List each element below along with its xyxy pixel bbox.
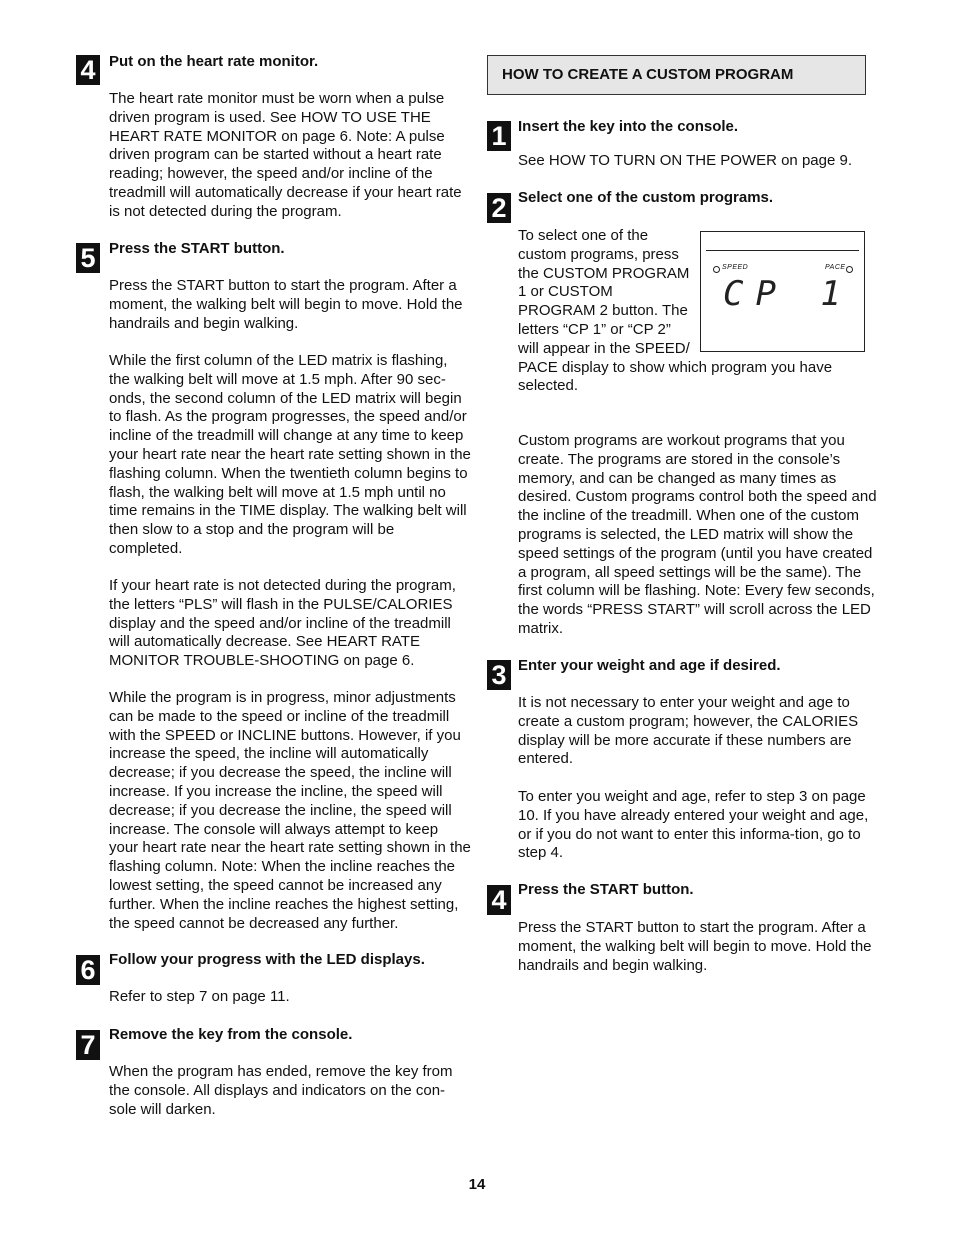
step-number-badge: 4 bbox=[487, 885, 511, 915]
step-paragraph: Press the START button to start the program. After a moment, the walking belt will begin to move. Hold the handrails and begin walking. bbox=[518, 919, 872, 974]
step-paragraph: To enter you weight and age, refer to step 3 on page 10. If you have already entered your weight and age, or if you do not want to enter this informa-tion, go to step 4. bbox=[518, 788, 869, 862]
step-heading: Put on the heart rate monitor. bbox=[109, 53, 319, 70]
step-paragraph: It is not necessary to enter your weight and age to create a custom program; however, the CALORIES display will be more accurate if these numbers are entered. bbox=[518, 694, 859, 768]
step-paragraph: Refer to step 7 on page 11. bbox=[109, 988, 290, 1005]
step-paragraph: To select one of the custom programs, press the CUSTOM PROGRAM 1 or CUSTOM PROGRAM 2 button. The letters “CP 1” or “CP 2” will appear in the SPEED/ PACE display to show which program you have selected. bbox=[518, 227, 833, 395]
step-number-badge: 2 bbox=[487, 193, 511, 223]
step-heading: Select one of the custom programs. bbox=[518, 189, 774, 206]
step-paragraph: The heart rate monitor must be worn when a pulse driven program is used. See HOW TO USE THE HEART RATE MONITOR on page 6. Note: A pulse driven program can be started without a heart rate reading; however, the speed and/or incline of the treadmill will automatically decrease if your heart rate is not detected during the program. bbox=[109, 90, 462, 220]
step-paragraph: If your heart rate is not detected during the program, the letters “PLS” will flash in the PULSE/CALORIES display and the speed and/or incline of the treadmill will automatically decrease. See HEART RATE MONITOR TROUBLE-SHOOTING on page 6. bbox=[109, 577, 456, 670]
step-number-badge: 4 bbox=[76, 55, 100, 85]
speed-pace-display-illustration bbox=[700, 231, 865, 352]
step-heading: Press the START button. bbox=[109, 240, 285, 257]
step-number-badge: 7 bbox=[76, 1030, 100, 1060]
step-number-badge: 6 bbox=[76, 955, 100, 985]
step-heading: Press the START button. bbox=[518, 881, 694, 898]
step-heading: Insert the key into the console. bbox=[518, 118, 739, 135]
step-paragraph: While the program is in progress, minor adjustments can be made to the speed or incline of the treadmill with the SPEED or INCLINE buttons. However, if you increase the speed, the incline will automatically decrease; if you decrease the speed, the incline will increase. If you increase the incline, the speed will decrease; if you decrease the incline, the speed will increase. The console will always attempt to keep your heart rate near the heart rate setting shown in the flashing column. Note: When the incline reaches the lowest setting, the speed cannot be increased any further. When the incline reaches the highest setting, the speed cannot be decreased any further. bbox=[109, 689, 471, 932]
display-top-rule bbox=[706, 250, 859, 251]
step-paragraph: Press the START button to start the program. After a moment, the walking belt will begin to move. Hold the handrails and begin walking. bbox=[109, 277, 463, 332]
step-number-badge: 5 bbox=[76, 243, 100, 273]
page-number: 14 bbox=[468, 1176, 486, 1193]
step-heading: Remove the key from the console. bbox=[109, 1026, 353, 1043]
section-title: HOW TO CREATE A CUSTOM PROGRAM bbox=[502, 66, 794, 83]
step-paragraph: See HOW TO TURN ON THE POWER on page 9. bbox=[518, 152, 852, 169]
pace-label: PACE bbox=[825, 264, 846, 271]
step-heading: Follow your progress with the LED displays. bbox=[109, 951, 425, 968]
step-number-badge: 1 bbox=[487, 121, 511, 151]
pace-indicator-icon bbox=[846, 266, 853, 273]
step-paragraph: While the first column of the LED matrix is flashing, the walking belt will move at 1.5 mph. After 90 sec-onds, the second column of the LED matrix will begin to flash. As the program progresses, the speed and/or incline of the treadmill will change at any time to keep your heart rate near the heart rate setting shown in the flashing column. When the twentieth column begins to flash, the walking belt will move at 1.5 mph until no time remains in the TIME display. The walking belt will then slow to a stop and the program will be completed. bbox=[109, 352, 471, 557]
segment-readout: CP 1 bbox=[723, 274, 853, 314]
step-paragraph: When the program has ended, remove the key from the console. All displays and indicators on the con-sole will darken. bbox=[109, 1063, 453, 1118]
speed-indicator-icon bbox=[713, 266, 720, 273]
step-paragraph: Custom programs are workout programs that you create. The programs are stored in the console’s memory, and can be changed as many times as desired. Custom programs control both the speed and the incline of the treadmill. When one of the custom programs is selected, the LED matrix will show the speed settings of the program (until you have created a program, all speed settings will be the same). The first column will be flashing. Note: Every few seconds, the words “PRESS START” will scroll across the LED matrix. bbox=[518, 432, 877, 637]
speed-label: SPEED bbox=[722, 264, 749, 271]
step-heading: Enter your weight and age if desired. bbox=[518, 657, 781, 674]
step-number-badge: 3 bbox=[487, 660, 511, 690]
section-title-box bbox=[487, 55, 866, 95]
